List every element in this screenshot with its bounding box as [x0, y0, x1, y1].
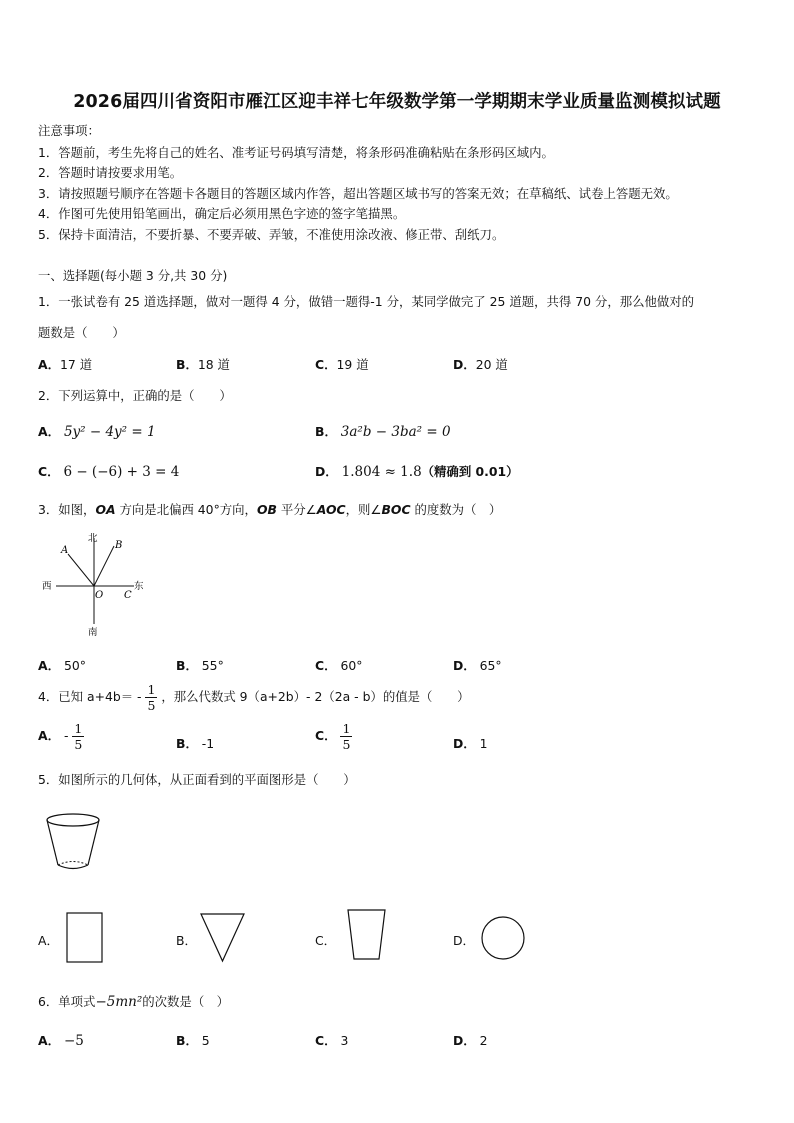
label-o: O: [95, 590, 104, 601]
q5-option-b-inverted-triangle: [199, 912, 247, 964]
compass-diagram: [38, 528, 148, 640]
question-1-line-2: 题数是（ ）: [38, 325, 125, 340]
label-west: 西: [42, 581, 52, 592]
page-title: 2026届四川省资阳市雁江区迎丰祥七年级数学第一学期期末学业质量监测模拟试题: [73, 92, 721, 112]
q2-option-c: C． 6 − (−6) + 3 = 4: [38, 464, 180, 480]
ray-ob: [94, 546, 114, 586]
label-east: 东: [134, 581, 144, 592]
q5-option-b-label: B．: [176, 933, 197, 948]
q5-option-a-rectangle: [66, 912, 104, 964]
q5-option-a-label: A．: [38, 933, 59, 948]
label-b: B: [115, 540, 123, 551]
q5-option-d-circle: [479, 915, 527, 961]
q5-option-d-label: D．: [453, 933, 475, 948]
note-item-3: 3．请按照题号顺序在答题卡各题目的答题区域内作答，超出答题区域书写的答案无效；在草稿纸、试卷上答题无效。: [38, 186, 678, 201]
question-2-stem: 2．下列运算中，正确的是（ ）: [38, 388, 232, 403]
q5-option-c-label: C．: [315, 933, 337, 948]
question-3-stem: 3．如图，OA 方向是北偏西 40°方向，OB 平分∠AOC，则∠BOC 的度数为（ ）: [38, 502, 502, 517]
label-c: C: [124, 590, 132, 601]
fraction: $\frac{1}{5}$: [342, 721, 351, 752]
question-1-line-1: 1．一张试卷有 25 道选择题，做对一题得 4 分，做错一题得-1 分，某同学做完了 25 道题，共得 70 分，那么他做对的: [38, 294, 695, 309]
q1-option-d: D．20 道: [453, 357, 508, 372]
q2-option-d: D． 1.804 ≈ 1.8（精确到 0.01）: [315, 464, 519, 480]
label-south: 南: [88, 627, 98, 638]
q6-option-d: D． 2: [453, 1033, 488, 1048]
q5-option-c-inverted-trapezoid: [346, 908, 388, 962]
fraction: $\frac{1}{5}$: [147, 682, 156, 713]
label-a: A: [61, 545, 69, 556]
note-item-4: 4．作图可先使用铅笔画出，确定后必须用黑色字迹的签字笔描黑。: [38, 206, 406, 221]
q4-option-d: D． 1: [453, 736, 488, 751]
question-5-stem: 5．如图所示的几何体，从正面看到的平面图形是（ ）: [38, 772, 356, 787]
fraction: $\frac{1}{5}$: [74, 721, 83, 752]
section-header: 一、选择题(每小题 3 分,共 30 分): [38, 268, 228, 283]
ray-oa: [68, 554, 94, 586]
q3-option-b: B． 55°: [176, 658, 224, 673]
q3-option-c: C． 60°: [315, 658, 363, 673]
note-item-5: 5．保持卡面清洁，不要折暴、不要弄破、弄皱，不准使用涂改液、修正带、刮纸刀。: [38, 227, 505, 242]
q6-option-b: B． 5: [176, 1033, 210, 1048]
q3-option-d: D． 65°: [453, 658, 502, 673]
q1-option-b: B．18 道: [176, 357, 230, 372]
q3-option-a: A． 50°: [38, 658, 86, 673]
question-4-stem: 4．已知 a+4b＝ - $\frac{1}{5}$ ，那么代数式 9（a+2b）- 2（2a - b）的值是（ ）: [38, 682, 470, 713]
cup-solid-figure: [44, 810, 108, 874]
q2-option-a: A． 5y² − 4y² = 1: [38, 424, 156, 440]
q6-option-c: C． 3: [315, 1033, 349, 1048]
question-6-stem: 6．单项式−5mn²的次数是（ ）: [38, 994, 229, 1010]
q4-option-a: A． - $\frac{1}{5}$: [38, 721, 83, 752]
q1-option-a: A．17 道: [38, 357, 93, 372]
q2-option-b: B． 3a²b − 3ba² = 0: [315, 424, 451, 440]
q1-option-c: C．19 道: [315, 357, 369, 372]
q4-option-b: B． -1: [176, 736, 215, 751]
label-north: 北: [88, 533, 98, 544]
q4-option-c: C． $\frac{1}{5}$: [315, 721, 351, 752]
notes-header: 注意事项：: [38, 123, 100, 138]
note-item-1: 1．答题前，考生先将自己的姓名、准考证号码填写清楚，将条形码准确粘贴在条形码区域内。: [38, 145, 554, 160]
q6-option-a: A． −5: [38, 1033, 84, 1049]
note-item-2: 2．答题时请按要求用笔。: [38, 165, 183, 180]
